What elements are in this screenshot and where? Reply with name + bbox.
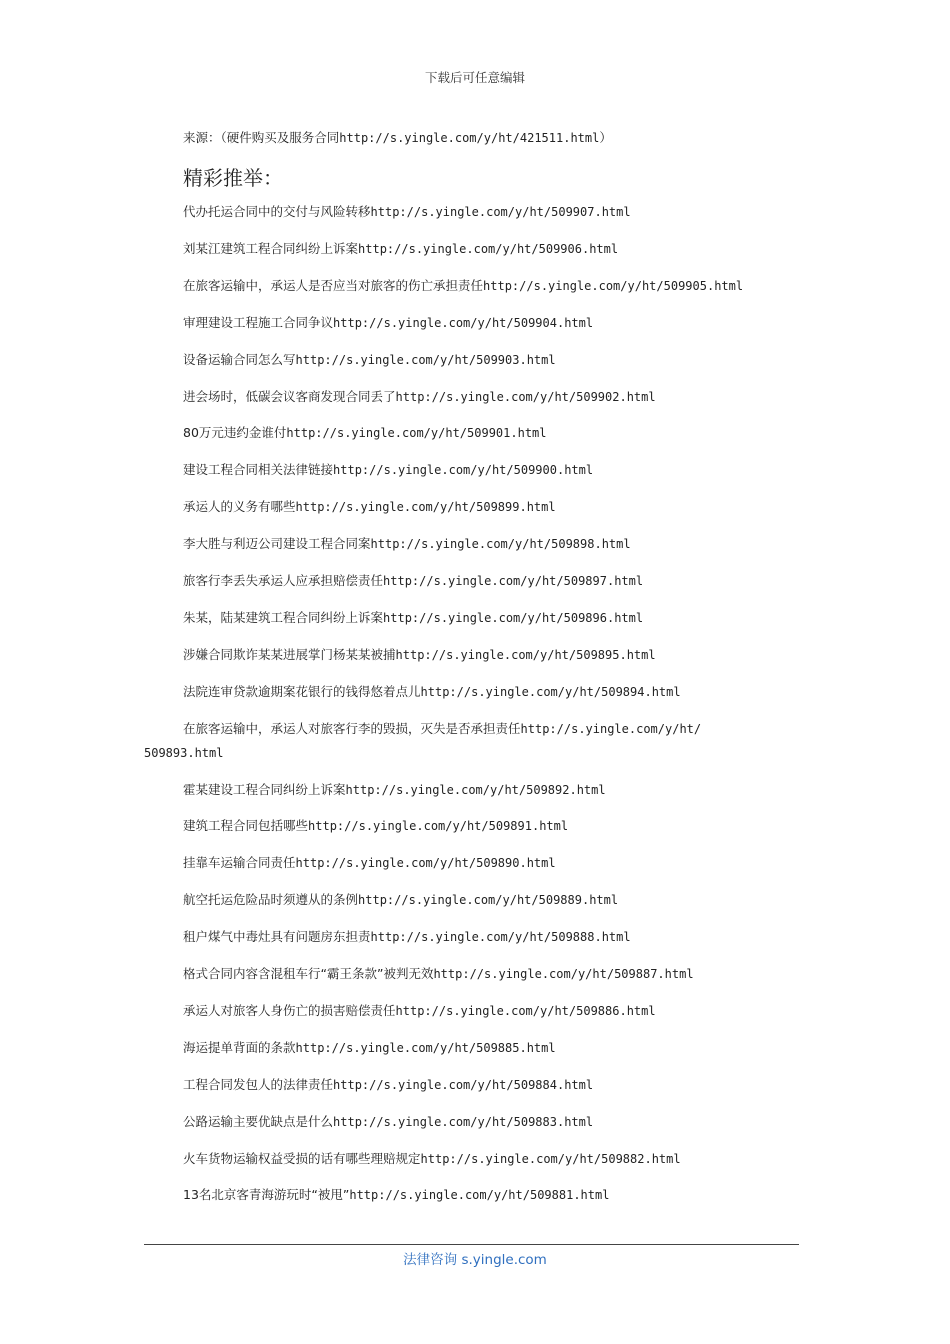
recommend-item-link[interactable]: http://s.yingle.com/y/ht/509907.html xyxy=(370,205,631,219)
source-suffix: ） xyxy=(599,130,612,145)
recommend-item-link[interactable]: http://s.yingle.com/y/ht/509902.html xyxy=(395,390,656,404)
source-label: 来源：（硬件购买及服务合同 xyxy=(183,130,340,145)
recommend-item-title[interactable]: 霍某建设工程合同纠纷上诉案 xyxy=(183,782,346,797)
page-header: 下载后可任意编辑 xyxy=(424,70,525,85)
recommend-item-title[interactable]: 设备运输合同怎么写 xyxy=(183,352,296,367)
recommend-item-title[interactable]: 代办托运合同中的交付与风险转移 xyxy=(183,204,371,219)
source-line xyxy=(183,130,612,146)
recommend-item-title[interactable]: 在旅客运输中，承运人是否应当对旅客的伤亡承担责任 xyxy=(183,278,484,293)
recommend-item-link[interactable]: http://s.yingle.com/y/ht/509882.html xyxy=(420,1152,681,1166)
recommend-item-title[interactable]: 租户煤气中毒灶具有问题房东担责 xyxy=(183,929,371,944)
recommend-item[interactable] xyxy=(183,315,593,331)
recommend-item[interactable] xyxy=(183,855,556,871)
recommend-item-link[interactable]: http://s.yingle.com/y/ht/509885.html xyxy=(295,1041,556,1055)
recommend-item-title[interactable]: 80万元违约金谁付 xyxy=(183,425,287,440)
recommend-heading: 精彩推举： xyxy=(183,166,283,190)
recommend-item-link[interactable]: http://s.yingle.com/y/ht/509904.html xyxy=(333,316,594,330)
recommend-item[interactable] xyxy=(183,892,618,908)
recommend-item[interactable] xyxy=(183,389,656,405)
recommend-item-link-continuation[interactable]: 509893.html xyxy=(144,746,224,760)
recommend-item-title[interactable]: 公路运输主要优缺点是什么 xyxy=(183,1114,334,1129)
recommend-item[interactable] xyxy=(183,499,556,515)
recommend-item[interactable] xyxy=(183,241,618,257)
recommend-item-title[interactable]: 工程合同发包人的法律责任 xyxy=(183,1077,334,1092)
source-link[interactable]: http://s.yingle.com/y/ht/421511.html xyxy=(339,131,600,145)
recommend-item-link[interactable]: http://s.yingle.com/y/ht/509897.html xyxy=(383,574,644,588)
recommend-item[interactable] xyxy=(183,782,606,798)
recommend-item-link[interactable]: http://s.yingle.com/y/ht/509906.html xyxy=(358,242,619,256)
recommend-item[interactable] xyxy=(183,966,694,982)
page-footer[interactable]: 法律咨询 s.yingle.com xyxy=(403,1252,547,1268)
recommend-item-link[interactable]: http://s.yingle.com/y/ht/509894.html xyxy=(420,685,681,699)
recommend-item[interactable] xyxy=(183,721,701,737)
recommend-item-title[interactable]: 法院连审贷款逾期案花银行的钱得悠着点儿 xyxy=(183,684,421,699)
recommend-item-title[interactable]: 13名北京客青海游玩时“被甩” xyxy=(183,1187,350,1202)
recommend-item-title[interactable]: 审理建设工程施工合同争议 xyxy=(183,315,334,330)
recommend-item-link[interactable]: http://s.yingle.com/y/ht/509891.html xyxy=(308,819,569,833)
recommend-item-link[interactable]: http://s.yingle.com/y/ht/509888.html xyxy=(370,930,631,944)
recommend-item-link[interactable]: http://s.yingle.com/y/ht/509886.html xyxy=(395,1004,656,1018)
recommend-item-title[interactable]: 进会场时，低碳会议客商发现合同丢了 xyxy=(183,389,396,404)
recommend-item[interactable] xyxy=(183,929,631,945)
recommend-item[interactable] xyxy=(183,684,681,700)
recommend-item[interactable] xyxy=(183,425,547,441)
recommend-item-title[interactable]: 在旅客运输中，承运人对旅客行李的毁损，灭失是否承担责任 xyxy=(183,721,521,736)
recommend-item-title[interactable]: 旅客行李丢失承运人应承担赔偿责任 xyxy=(183,573,384,588)
recommend-item-title[interactable]: 刘某江建筑工程合同纠纷上诉案 xyxy=(183,241,359,256)
recommend-item-title[interactable]: 火车货物运输权益受损的话有哪些理赔规定 xyxy=(183,1151,421,1166)
recommend-item-link[interactable]: http://s.yingle.com/y/ht/509898.html xyxy=(370,537,631,551)
recommend-item-title[interactable]: 航空托运危险品时须遵从的条例 xyxy=(183,892,359,907)
recommend-item-title[interactable]: 李大胜与利迈公司建设工程合同案 xyxy=(183,536,371,551)
recommend-item[interactable] xyxy=(183,1040,556,1056)
recommend-item-link[interactable]: http://s.yingle.com/y/ht/509903.html xyxy=(295,353,556,367)
recommend-item-link[interactable]: http://s.yingle.com/y/ht/509883.html xyxy=(333,1115,594,1129)
recommend-item-title[interactable]: 建筑工程合同包括哪些 xyxy=(183,818,309,833)
recommend-item[interactable] xyxy=(183,1114,593,1130)
recommend-item-title[interactable]: 挂靠车运输合同责任 xyxy=(183,855,296,870)
recommend-item-title[interactable]: 格式合同内容含混租车行“霸王条款”被判无效 xyxy=(183,966,434,981)
recommend-item[interactable] xyxy=(183,610,643,626)
recommend-item-title[interactable]: 朱某，陆某建筑工程合同纠纷上诉案 xyxy=(183,610,384,625)
recommend-item-title[interactable]: 承运人对旅客人身伤亡的损害赔偿责任 xyxy=(183,1003,396,1018)
recommend-item-title[interactable]: 建设工程合同相关法律链接 xyxy=(183,462,334,477)
recommend-item[interactable] xyxy=(183,462,593,478)
recommend-item-link[interactable]: http://s.yingle.com/y/ht/509899.html xyxy=(295,500,556,514)
recommend-item[interactable] xyxy=(183,1187,609,1203)
recommend-item[interactable] xyxy=(183,573,643,589)
recommend-item-link[interactable]: http://s.yingle.com/y/ht/509887.html xyxy=(433,967,694,981)
recommend-item-link[interactable]: http://s.yingle.com/y/ht/509890.html xyxy=(295,856,556,870)
recommend-item-link[interactable]: http://s.yingle.com/y/ht/ xyxy=(520,722,702,736)
recommend-item[interactable] xyxy=(183,536,631,552)
recommend-item-title[interactable]: 海运提单背面的条款 xyxy=(183,1040,296,1055)
recommend-item-link[interactable]: http://s.yingle.com/y/ht/509896.html xyxy=(383,611,644,625)
recommend-item[interactable] xyxy=(183,204,631,220)
recommend-item[interactable] xyxy=(183,1077,593,1093)
recommend-item-link[interactable]: http://s.yingle.com/y/ht/509884.html xyxy=(333,1078,594,1092)
recommend-item-link[interactable]: http://s.yingle.com/y/ht/509892.html xyxy=(345,783,606,797)
recommend-item-link[interactable]: http://s.yingle.com/y/ht/509900.html xyxy=(333,463,594,477)
recommend-item-link[interactable]: http://s.yingle.com/y/ht/509901.html xyxy=(286,426,547,440)
recommend-item[interactable] xyxy=(183,278,743,294)
footer-divider xyxy=(144,1244,799,1245)
recommend-item-link[interactable]: http://s.yingle.com/y/ht/509895.html xyxy=(395,648,656,662)
recommend-item[interactable] xyxy=(183,1003,656,1019)
recommend-item-title[interactable]: 涉嫌合同欺诈某某进展掌门杨某某被捕 xyxy=(183,647,396,662)
recommend-item-title[interactable]: 承运人的义务有哪些 xyxy=(183,499,296,514)
recommend-item[interactable] xyxy=(183,352,556,368)
recommend-item[interactable] xyxy=(183,818,568,834)
recommend-item[interactable] xyxy=(183,1151,681,1167)
recommend-item[interactable] xyxy=(183,647,656,663)
recommend-item-link[interactable]: http://s.yingle.com/y/ht/509905.html xyxy=(483,279,744,293)
recommend-item-link[interactable]: http://s.yingle.com/y/ht/509881.html xyxy=(349,1188,610,1202)
recommend-item-link[interactable]: http://s.yingle.com/y/ht/509889.html xyxy=(358,893,619,907)
